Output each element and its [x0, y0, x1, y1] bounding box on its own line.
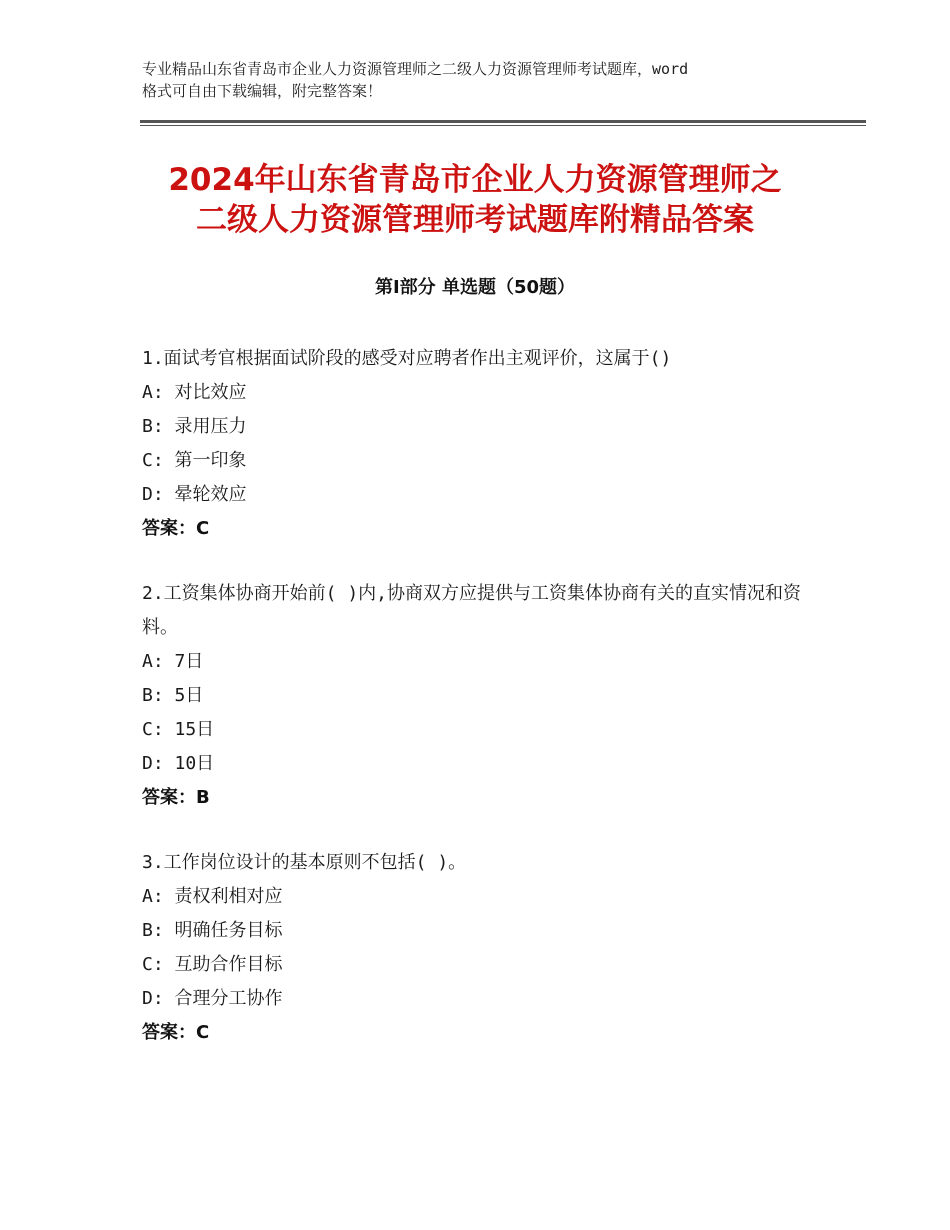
answer: 答案：B	[142, 787, 210, 808]
section-title: 第Ⅰ部分 单选题（50题）	[374, 277, 575, 298]
option-a: A: 责权利相对应	[142, 886, 283, 907]
option-b: B: 明确任务目标	[142, 920, 283, 941]
document-title-line2: 二级人力资源管理师考试题库附精品答案	[196, 202, 754, 238]
header-divider-thick	[140, 120, 866, 123]
header-divider-thin	[140, 125, 866, 126]
option-a: A: 对比效应	[142, 382, 247, 403]
document-title	[100, 160, 850, 240]
option-b: B: 录用压力	[142, 416, 247, 437]
question-stem: 2.工资集体协商开始前( )内,协商双方应提供与工资集体协商有关的直实情况和资料。	[142, 583, 802, 638]
header-note	[142, 58, 822, 102]
question-2	[142, 577, 842, 815]
option-c: C: 第一印象	[142, 450, 247, 471]
option-c: C: 互助合作目标	[142, 954, 283, 975]
question-stem: 3.工作岗位设计的基本原则不包括( )。	[142, 852, 467, 873]
header-note-line2: 格式可自由下载编辑，附完整答案！	[142, 82, 383, 100]
question-1	[142, 342, 842, 546]
option-b: B: 5日	[142, 685, 204, 706]
question-3	[142, 846, 842, 1050]
question-stem: 1.面试考官根据面试阶段的感受对应聘者作出主观评价，这属于()	[142, 348, 672, 369]
option-d: D: 合理分工协作	[142, 988, 283, 1009]
option-d: D: 10日	[142, 753, 215, 774]
question-list	[142, 342, 842, 1081]
answer: 答案：C	[142, 518, 210, 539]
document-title-line1: 2024年山东省青岛市企业人力资源管理师之	[168, 162, 782, 198]
answer: 答案：C	[142, 1022, 210, 1043]
header-note-line1: 专业精品山东省青岛市企业人力资源管理师之二级人力资源管理师考试题库，word	[142, 60, 689, 78]
option-a: A: 7日	[142, 651, 204, 672]
option-d: D: 晕轮效应	[142, 484, 247, 505]
option-c: C: 15日	[142, 719, 215, 740]
